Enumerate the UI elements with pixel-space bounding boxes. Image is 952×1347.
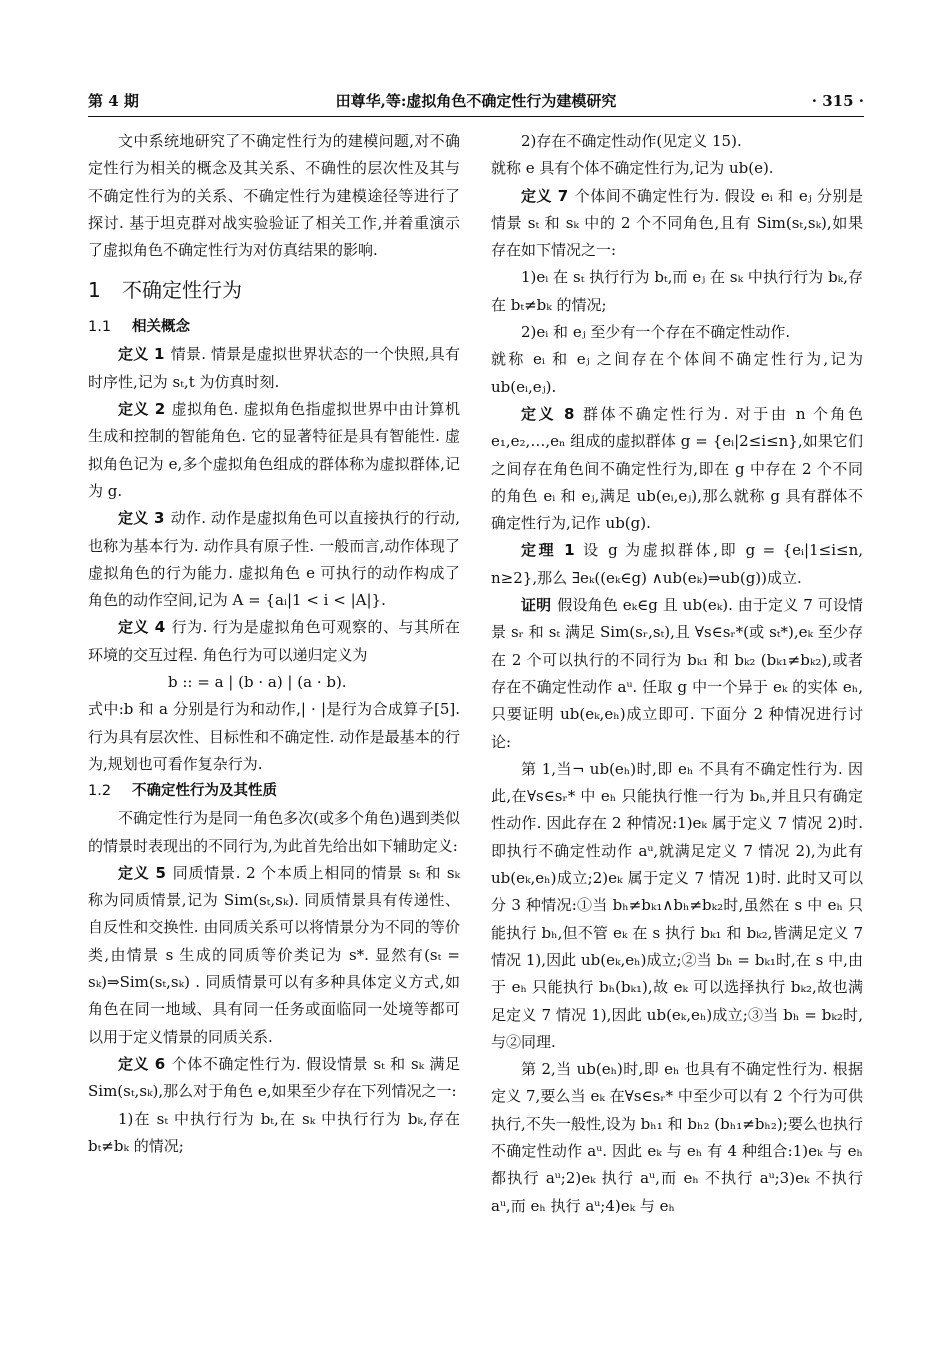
section-1-1-title: 相关概念: [132, 319, 190, 336]
section-1-2-intro: 不确定性行为是同一角色多次(或多个角色)遇到类似的情景时表现出的不同行为,为此首先给出如下辅助定义:: [88, 809, 460, 855]
definition-6: [88, 1051, 460, 1106]
definition-7-item-2: 2)eᵢ 和 eⱼ 至少有一个存在不确定性动作.: [521, 323, 791, 342]
section-1-2-heading: [88, 778, 460, 805]
section-1-1-number: 1.1: [88, 319, 112, 336]
definition-3-text: 动作. 动作是虚拟角色可以直接执行的行动,也称为基本行为. 动作具有原子性. 一般而言,动作体现了虚拟角色的行为能力. 虚拟角色 e 可执行的动作构成了角色的动作空间,记为 A = {aᵢ|1 < i < |A|}.: [88, 509, 460, 610]
theorem-1-label: 定理 1: [521, 541, 575, 560]
theorem-1-text: 设 g 为虚拟群体,即 g = {eᵢ|1≤i≤n, n≥2},那么 ∃eₖ((eₖ∈g) ∧ub(eₖ)⇒ub(g))成立.: [491, 541, 863, 587]
theorem-1: [491, 537, 863, 592]
definition-8: [491, 401, 863, 537]
definition-7-item-1: 1)eᵢ 在 sₜ 执行行为 bₜ,而 eⱼ 在 sₖ 中执行行为 bₖ,存在 bₜ≠bₖ 的情况;: [491, 268, 863, 314]
section-1-title: 不确定性行为: [122, 278, 242, 303]
definition-1-label: 定义 1: [118, 345, 165, 364]
definition-2: [88, 396, 460, 505]
definition-1-text: 情景. 情景是虚拟世界状态的一个快照,具有时序性,记为 sₜ,t 为仿真时刻.: [88, 345, 460, 391]
running-title: 田尊华,等:虚拟角色不确定性行为建模研究: [335, 92, 617, 110]
definition-6-text: 个体不确定性行为. 假设情景 sₜ 和 sₖ 满足 Sim(sₜ,sₖ),那么对于角色 e,如果至少存在下列情况之一:: [88, 1054, 460, 1101]
behavior-formula: b :: = a | (b · a) | (a · b).: [168, 673, 347, 692]
proof-case-1: 第 1,当¬ ub(eₕ)时,即 eₕ 不具有不确定性行为. 因此,在∀s∈sᵣ* 中 eₕ 只能执行惟一行为 bₕ,并且只有确定性动作. 因此存在 2 种情况:1)eₖ 属于定义 7 情况 2)时. 即执行不确定性动作 aᵘ,就满足定义 7 情况 2),为此有 ub(eₖ,eₕ)成立;2)eₖ 属于定义 7 情况 1)时. 此时又可以分 3 种情况:①当 bₕ≠bₖ₁∧bₕ≠bₖ₂时,虽然在 s 中 eₕ 只能执行 bₕ,但不管 eₖ 在 s 执行 bₖ₁ 和 bₖ₂,皆满足定义 7 情况 1),因此 ub(eₖ,eₕ)成立;②当 bₕ = bₖ₁时,在 s 中,由于 eₕ 只能执行 bₕ(bₖ₁),故 eₖ 可以选择执行 bₖ₂,故也满足定义 7 情况 1),因此 ub(eₖ,eₕ)成立;③当 bₕ = bₖ₂时,与②同理.: [491, 759, 863, 1051]
issue-number: 第 4 期: [88, 92, 139, 110]
definition-4-text: 行为. 行为是虚拟角色可观察的、与其所在环境的交互过程. 角色行为可以递归定义为: [88, 618, 460, 664]
definition-5: [88, 860, 460, 1051]
definition-4-explanation: 式中:b 和 a 分别是行为和动作,| · |是行为合成算子[5]. 行为具有层次性、目标性和不确定性. 动作是最基本的行为,规划也可看作复杂行为.: [88, 700, 460, 773]
section-1-number: 1: [88, 278, 101, 303]
definition-3-label: 定义 3: [118, 509, 165, 528]
definition-7-label: 定义 7: [521, 186, 569, 205]
definition-6-conclusion: 就称 e 具有个体不确定性行为,记为 ub(e).: [491, 159, 774, 178]
section-1-2-number: 1.2: [88, 783, 112, 800]
section-1-heading: [88, 276, 460, 304]
proof-text: 假设角色 eₖ∈g 且 ub(eₖ). 由于定义 7 可设情景 sᵣ 和 sₜ 满足 Sim(sᵣ,sₜ),且 ∀s∈sᵣ*(或 sₜ*),eₖ 至少存在 2 个可以执行的不同行为 bₖ₁ 和 bₖ₂ (bₖ₁≠bₖ₂),或者存在不确定性动作 aᵘ. 任取 g 中一个异于 eₖ 的实体 eₕ,只要证明 ub(eₖ,eₕ)成立即可. 下面分 2 种情况进行讨论:: [491, 596, 863, 751]
definition-1: [88, 341, 460, 396]
left-column: [88, 128, 460, 1160]
definition-6-label: 定义 6: [118, 1054, 166, 1073]
definition-6-item-2: 2)存在不确定性动作(见定义 15).: [521, 132, 742, 150]
definition-3: [88, 505, 460, 614]
header-rule: [88, 116, 864, 117]
running-header: [88, 90, 864, 112]
proof-case-2: 第 2,当 ub(eₕ)时,即 eₕ 也具有不确定性行为. 根据定义 7,要么当 eₖ 在∀s∈sᵣ* 中至少可以有 2 个行为可供执行,不失一般性,设为 bₕ₁ 和 bₕ₂ (bₕ₁≠bₕ₂);要么也执行不确定性动作 aᵘ. 因此 eₖ 与 eₕ 有 4 种组合:1)eₖ 与 eₕ 都执行 aᵘ;2)eₖ 执行 aᵘ,而 eₕ 不执行 aᵘ;3)eₖ 不执行 aᵘ,而 eₕ 执行 aᵘ;4)eₖ 与 eₕ: [491, 1060, 863, 1215]
definition-7-text: 个体间不确定性行为. 假设 eᵢ 和 eⱼ 分别是情景 sₜ 和 sₖ 中的 2 个不同角色,且有 Sim(sₜ,sₖ),如果存在如下情况之一:: [491, 186, 863, 260]
definition-4: [88, 614, 460, 669]
definition-5-text: 同质情景. 2 个本质上相同的情景 sₜ 和 sₖ 称为同质情景,记为 Sim(sₜ,sₖ). 同质情景具有传递性、自反性和交换性. 由同质关系可以将情景分为不同的等价类,由情景 s 生成的同质等价类记为 s*. 显然有(sₜ = sₖ)⇒Sim(sₜ,sₖ) . 同质情景可以有多种具体定义方式,如角色在同一地域、具有同一任务或面临同一处境等都可以用于定义情景的同质关系.: [88, 863, 460, 1046]
proof-label: 证明: [521, 596, 552, 615]
proof: [491, 592, 863, 756]
page-number: · 315 ·: [811, 92, 864, 110]
section-1-2-title: 不确定性行为及其性质: [132, 783, 277, 800]
section-1-1-heading: [88, 314, 460, 341]
intro-paragraph: 文中系统地研究了不确定性行为的建模问题,对不确定性行为相关的概念及其关系、不确性的层次性及其与不确定性行为的关系、不确定性行为建模途径等进行了探讨. 基于坦克群对战实验验证了相关工作,并着重演示了虚拟角色不确定性行为对仿真结果的影响.: [88, 132, 460, 260]
right-column: [491, 128, 863, 1220]
definition-7-conclusion: 就称 eᵢ 和 eⱼ 之间存在个体间不确定性行为,记为 ub(eᵢ,eⱼ).: [491, 350, 863, 396]
definition-7: [491, 183, 863, 265]
definition-2-label: 定义 2: [118, 400, 166, 419]
definition-8-label: 定义 8: [521, 404, 575, 423]
definition-6-item-1: 1)在 sₜ 中执行行为 bₜ,在 sₖ 中执行行为 bₖ,存在 bₜ≠bₖ 的情况;: [88, 1109, 460, 1155]
definition-4-label: 定义 4: [118, 618, 166, 637]
definition-5-label: 定义 5: [118, 863, 166, 882]
definition-8-text: 群体不确定性行为. 对于由 n 个角色 e₁,e₂,…,eₙ 组成的虚拟群体 g = {eᵢ|2≤i≤n},如果它们之间存在角色间不确定性行为,即在 g 中存在 2 个不同的角色 eᵢ 和 eⱼ,满足 ub(eᵢ,eⱼ),那么就称 g 具有群体不确定性行为,记作 ub(g).: [491, 404, 863, 533]
definition-2-text: 虚拟角色. 虚拟角色指虚拟世界中由计算机生成和控制的智能角色. 它的显著特征是具有智能性. 虚拟角色记为 e,多个虚拟角色组成的群体称为虚拟群体,记为 g.: [88, 400, 460, 500]
